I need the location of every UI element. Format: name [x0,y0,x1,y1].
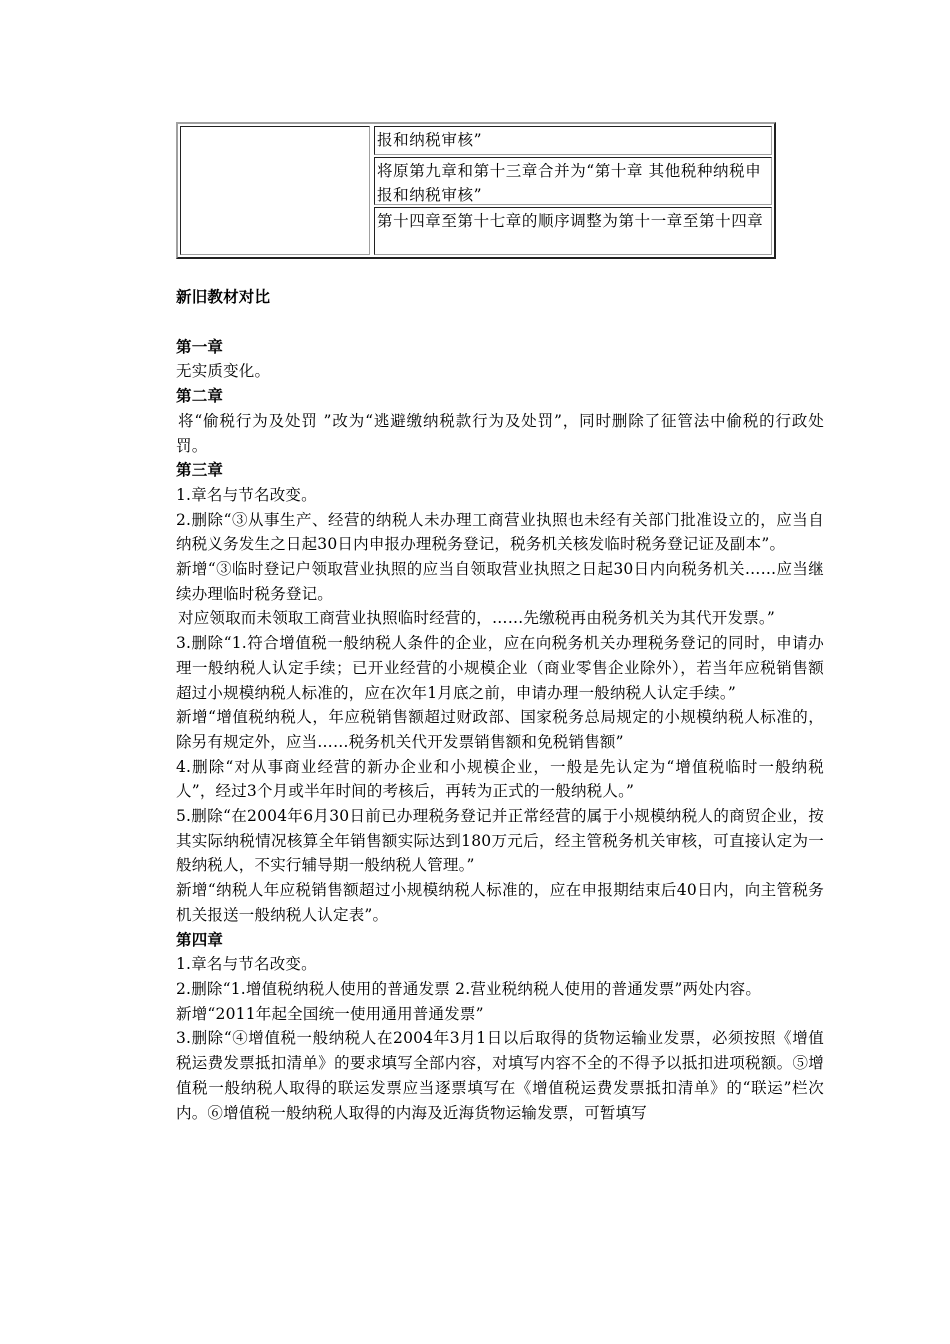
table-cell-3: 第十四章至第十七章的顺序调整为第十一章至第十四章 [374,207,772,255]
chapter-3-paragraph-9: 新增“纳税人年应税销售额超过小规模纳税人标准的，应在申报期结束后40日内，向主管税务机关报送一般纳税人认定表”。 [176,881,824,924]
chapter-1-paragraph: 无实质变化。 [176,362,271,381]
chapter-3-paragraph-5: 3.删除“1.符合增值税一般纳税人条件的企业，应在向税务机关办理税务登记的同时，申请办理一般纳税人认定手续；已开业经营的小规模企业（商业零售企业除外），若当年应税销售额超过小规模纳税人标准的，应在次年1月底之前，申请办理一般纳税人认定手续。” [176,634,824,702]
chapter-2-title: 第二章 [176,386,224,406]
chapter-3-paragraph-8: 5.删除“在2004年6月30日前已办理税务登记并正常经营的属于小规模纳税人的商贸企业，按其实际纳税情况核算全年销售额实际达到180万元后，经主管税务机关审核，可直接认定为一般纳税人，不实行辅导期一般纳税人管理。” [176,807,824,875]
chapter-4-paragraph-1: 1.章名与节名改变。 [176,955,317,974]
chapter-3-paragraph-2: 2.删除“③从事生产、经营的纳税人未办理工商营业执照也未经有关部门批准设立的，应当自纳税义务发生之日起30日内申报办理税务登记，税务机关核发临时税务登记证及副本”。 [176,510,824,554]
chapter-4-title: 第四章 [176,929,224,949]
chapter-4-paragraph-4: 3.删除“④增值税一般纳税人在2004年3月1日以后取得的货物运输业发票，必须按照《增值税运费发票抵扣清单》的要求填写全部内容，对填写内容不全的不得予以抵扣进项税额。⑤增值税一般纳税人取得的联运发票应当逐票填写在《增值税运费发票抵扣清单》的“联运”栏次内。⑥增值税一般纳税人取得的内海及近海货物运输发票，可暂填写 [176,1029,824,1122]
section-title: 新旧教材对比 [176,287,271,306]
chapter-3-paragraph-7: 4.删除“对从事商业经营的新办企业和小规模企业，一般是先认定为“增值税临时一般纳税人”，经过3个月或半年时间的考核后，再转为正式的一般纳税人。” [176,757,824,801]
table-cell-2: 将原第九章和第十三章合并为“第十章 其他税种纳税申报和纳税审核” [374,157,772,205]
table-cell-1: 报和纳税审核” [374,126,772,155]
chapter-3-paragraph-4: 对应领取而未领取工商营业执照临时经营的，……先缴税再由税务机关为其代开发票。” [178,609,775,628]
chapter-1-title: 第一章 [176,336,224,356]
chapter-3-paragraph-3: 新增“③临时登记户领取营业执照的应当自领取营业执照之日起30日内向税务机关……应当继续办理临时税务登记。 [176,560,824,603]
table-left-cell [180,126,370,255]
chapter-3-title: 第三章 [176,460,224,480]
chapter-2-paragraph: 将“偷税行为及处罚 ”改为“逃避缴纳税款行为及处罚”，同时删除了征管法中偷税的行政处罚。 [176,411,824,455]
change-table [176,122,776,259]
document-body [176,285,824,1125]
chapter-3-paragraph-1: 1.章名与节名改变。 [176,485,317,504]
chapter-4-paragraph-2: 2.删除“1.增值税纳税人使用的普通发票 2.营业税纳税人使用的普通发票”两处内容。 [176,979,762,998]
chapter-3-paragraph-6: 新增“增值税纳税人，年应税销售额超过财政部、国家税务总局规定的小规模纳税人标准的，除另有规定外，应当……税务机关代开发票销售额和免税销售额” [176,708,824,751]
chapter-4-paragraph-3: 新增“2011年起全国统一使用通用普通发票” [176,1004,484,1023]
